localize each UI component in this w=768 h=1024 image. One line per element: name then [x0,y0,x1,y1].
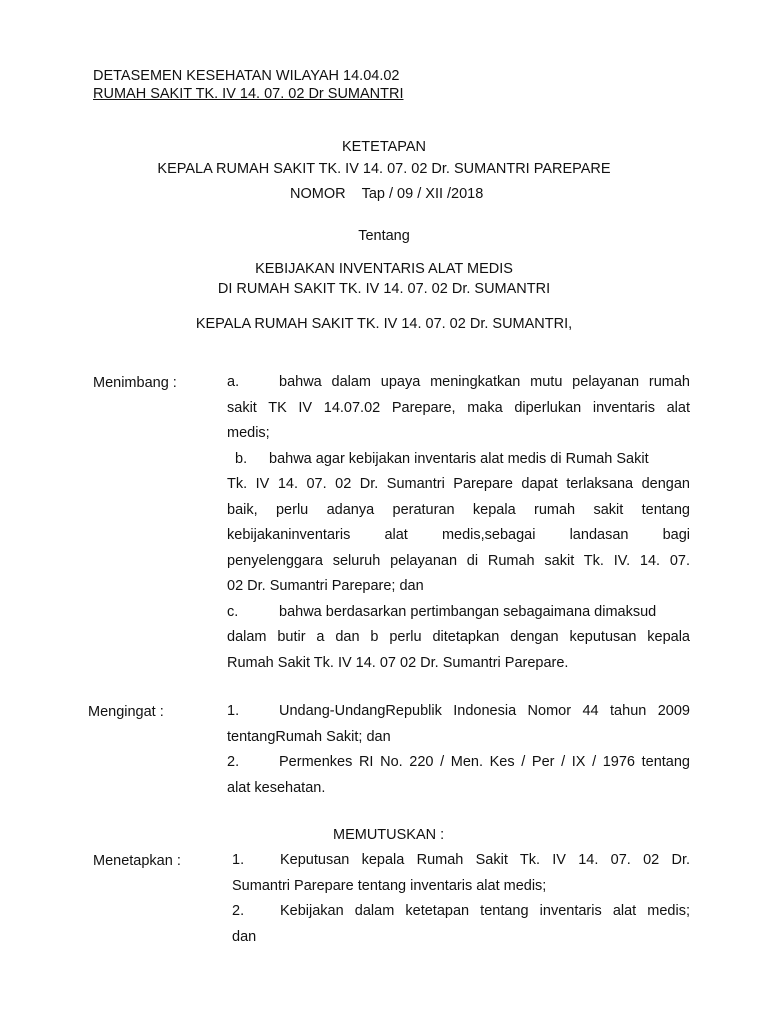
signatory-title: KEPALA RUMAH SAKIT TK. IV 14. 07. 02 Dr. SUMANTRI, [195,316,573,332]
menetapkan-2-line: dan [232,928,257,945]
clause-b-line: 02 Dr. Sumantri Parepare; dan [227,578,424,594]
clause-a-line: medis; [227,425,270,441]
about-label: Tentang [358,228,410,244]
clause-c-marker: c. [227,603,239,620]
number-label: NOMOR [290,186,346,202]
clause-c-line: dalam butir a dan b perlu ditetapkan dengan keputusan kepala [227,629,690,645]
mengingat-1-line: 1. Undang-UndangRepublik Indonesia Nomor 44 tahun 2009 [227,699,690,725]
document-heading: KETETAPAN [341,139,427,155]
menetapkan-1-line: 1. Keputusan kepala Rumah Sakit Tk. IV 14. 07. 02 Dr. [232,848,690,874]
clause-a-line: a. bahwa dalam upaya meningkatkan mutu pelayanan rumah [227,370,690,396]
clause-b-line: kebijakaninventaris alat medis,sebagai landasan bagi [227,527,690,543]
menetapkan-2-line: 2. Kebijakan dalam ketetapan tentang inventaris alat medis; [232,899,690,925]
institution-name: DETASEMEN KESEHATAN WILAYAH 14.04.02 [93,68,400,84]
mengingat-clauses [227,699,690,801]
clause-a-line: sakit TK IV 14.07.02 Parepare, maka diperlukan inventaris alat [227,399,690,416]
clause-b-line: penyelenggara seluruh pelayanan di Rumah sakit Tk. IV. 14. 07. [227,552,690,569]
subject-line-1: KEBIJAKAN INVENTARIS ALAT MEDIS [255,261,513,277]
mengingat-2-line: 2. Permenkes RI No. 220 / Men. Kes / Per / IX / 1976 tentang [227,750,690,776]
menetapkan-1-line: Sumantri Parepare tentang inventaris alat medis; [232,877,547,894]
mengingat-2-line: alat kesehatan. [227,779,326,796]
clause-c-line: c. bahwa berdasarkan pertimbangan sebagaimana dimaksud [227,600,690,626]
subject-line-2: DI RUMAH SAKIT TK. IV 14. 07. 02 Dr. SUMANTRI [217,281,551,297]
hospital-name: RUMAH SAKIT TK. IV 14. 07. 02 Dr SUMANTRI [93,86,404,102]
number-value: Tap / 09 / XII /2018 [361,186,484,202]
clause-b-line: baik, perlu adanya peraturan kepala rumah sakit tentang [227,501,690,518]
menimbang-label: Menimbang : [93,375,177,391]
document-number [290,186,483,202]
clause-a-marker: a. [227,374,240,390]
mengingat-1-marker: 1. [227,703,240,719]
menetapkan-1-marker: 1. [232,852,245,868]
clause-b-line: Tk. IV 14. 07. 02 Dr. Sumantri Parepare dapat terlaksana dengan [227,476,690,492]
menetapkan-clauses [232,848,690,950]
menimbang-clauses [227,370,690,676]
clause-c-line: Rumah Sakit Tk. IV 14. 07 02 Dr. Sumantri Parepare. [227,654,569,671]
mengingat-label: Mengingat : [88,704,164,720]
mengingat-2-marker: 2. [227,754,240,770]
document-issuer: KEPALA RUMAH SAKIT TK. IV 14. 07. 02 Dr. SUMANTRI PAREPARE [157,161,611,177]
mengingat-1-line: tentangRumah Sakit; dan [227,728,391,745]
menetapkan-label: Menetapkan : [93,853,181,869]
menetapkan-2-marker: 2. [232,903,245,919]
memutuskan-heading: MEMUTUSKAN : [333,827,445,843]
clause-b-marker: b. [235,450,248,467]
clause-b-line: b. bahwa agar kebijakan inventaris alat medis di Rumah Sakit [227,447,690,473]
